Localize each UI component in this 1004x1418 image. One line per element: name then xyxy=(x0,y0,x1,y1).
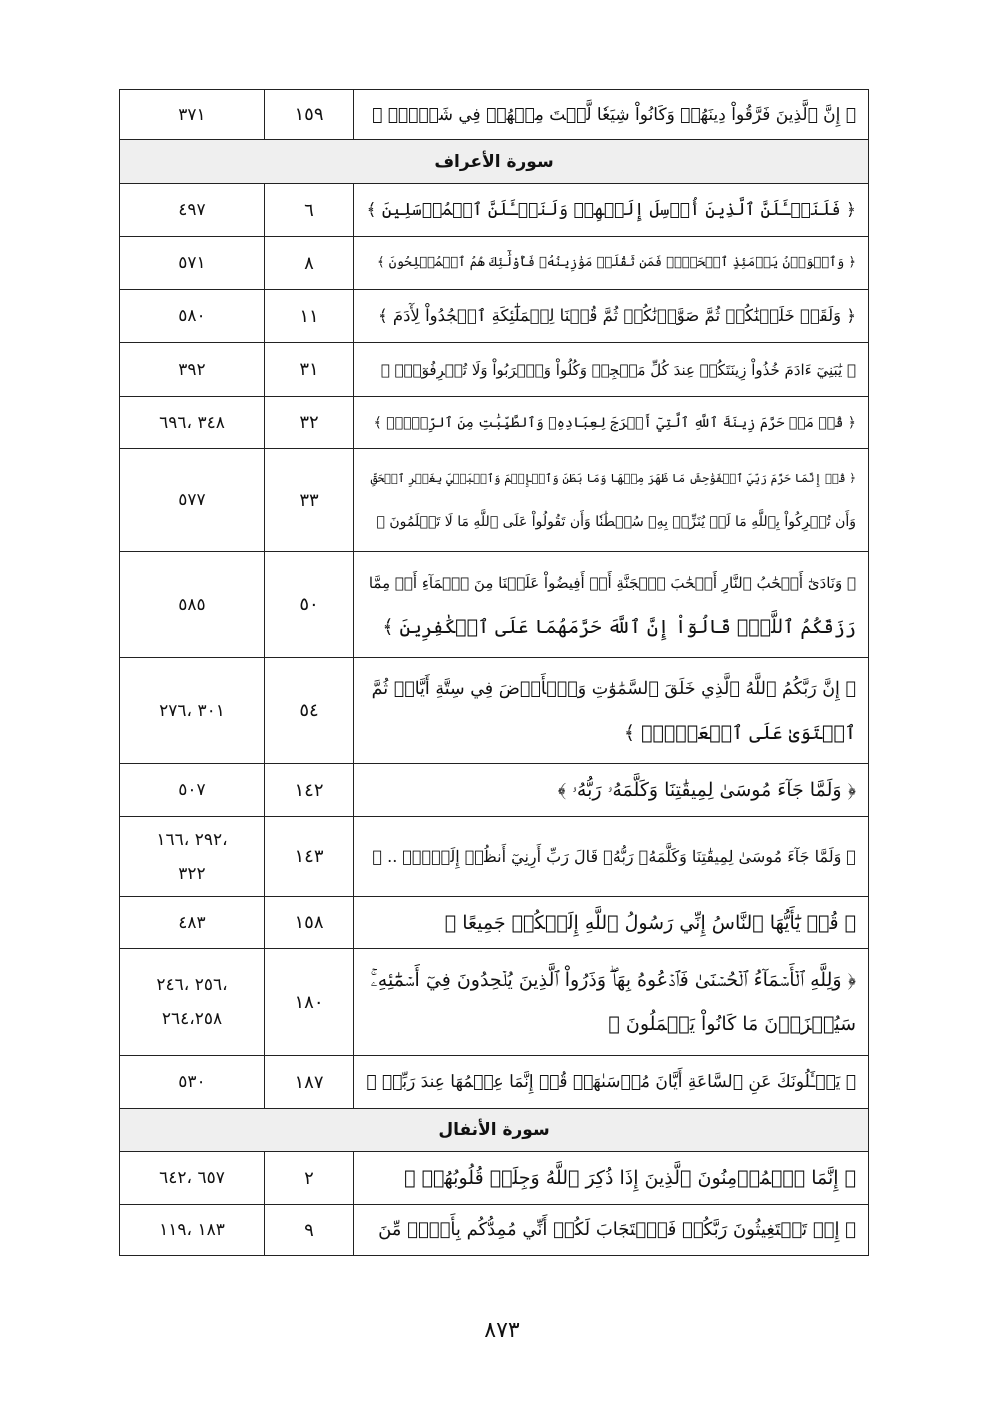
page-refs: ٤٨٣ xyxy=(178,912,206,933)
verse-text-cell xyxy=(354,897,869,949)
verse-text: ﴿ إِنَّمَا ٱلۡمُؤۡمِنُونَ ٱلَّذِينَ إِذَا ذُكِرَ ٱللَّهُ وَجِلَتۡ قُلُوبُهُمۡ ﴾ xyxy=(404,1167,856,1189)
verse-text-cell xyxy=(354,449,869,552)
verse-text-cell xyxy=(354,1152,869,1205)
page-refs: ٣٤٨ ،٦٩٦ xyxy=(159,412,225,433)
page-refs-continued: ٣٢٢ xyxy=(178,863,206,884)
page-refs-cell xyxy=(120,552,265,658)
verse-text: ﴿ وَنَادَىٰٓ أَصۡحَٰبُ ٱلنَّارِ أَصۡحَٰبَ ٱلۡجَنَّةِ أَنۡ أَفِيضُواْ عَلَيۡنَا مِنَ ٱلۡمَآءِ أَوۡ مِمَّا xyxy=(368,573,856,592)
page-refs: ٥٣٠ xyxy=(178,1072,206,1092)
table-row xyxy=(120,397,869,449)
verse-text: ﴿ قُلۡ إِنَّمَا حَرَّمَ رَبِّيَ ٱلۡفَوَٰحِشَ مَا ظَهَرَ مِنۡهَا وَمَا بَطَنَ وَٱلۡإِثۡمَ وَٱلۡبَغۡيَ بِغَيۡرِ ٱلۡحَقِّ xyxy=(370,471,856,485)
table-row xyxy=(120,90,869,140)
verse-text: ﴿ يَسۡـَٔلُونَكَ عَنِ ٱلسَّاعَةِ أَيَّانَ مُرۡسَىٰهَاۖ قُلۡ إِنَّمَا عِلۡمُهَا عِندَ رَبِّيۖ ﴾ xyxy=(366,1072,856,1092)
verse-text-cell xyxy=(354,658,869,764)
verse-text-cell xyxy=(354,1056,869,1109)
table-row xyxy=(120,343,869,397)
verse-text: ﴿ وَلَمَّا جَآءَ مُوسَىٰ لِمِيقَٰتِنَا وَكَلَّمَهُۥ رَبُّهُۥ ﴾ xyxy=(557,779,856,801)
verse-number: ٨ xyxy=(265,237,354,290)
table-row xyxy=(120,949,869,1056)
verse-number: ٣٢ xyxy=(265,397,354,449)
verse-text-continued: سَيُجۡزَوۡنَ مَا كَانُواْ يَعۡمَلُونَ ﴾ xyxy=(608,1013,856,1035)
page-refs: ٥٨٠ xyxy=(178,306,206,326)
table-row xyxy=(120,237,869,290)
page-refs-cell xyxy=(120,1205,265,1256)
page-refs-cell xyxy=(120,1152,265,1205)
page-refs: ٤٩٧ xyxy=(178,200,206,220)
verse-text: ﴿ وَلَمَّا جَآءَ مُوسَىٰ لِمِيقَٰتِنَا وَكَلَّمَهُۥ رَبُّهُۥ قَالَ رَبِّ أَرِنِيٓ أَنظُرۡ إِلَيۡكَۚ .. ﴾ xyxy=(372,846,856,866)
page-refs-cell xyxy=(120,897,265,949)
verse-number: ١٤٢ xyxy=(265,764,354,817)
verse-number: ١٤٣ xyxy=(265,817,354,897)
verse-text: ﴿ إِنَّ ٱلَّذِينَ فَرَّقُواْ دِينَهُمۡ وَكَانُواْ شِيَعٗا لَّسۡتَ مِنۡهُمۡ فِي شَيۡءٍۚ ﴾ xyxy=(372,104,856,125)
verse-number: ١٥٨ xyxy=(265,897,354,949)
verse-number: ٣٣ xyxy=(265,449,354,552)
table-row xyxy=(120,552,869,658)
table-row xyxy=(120,1205,869,1256)
table-row xyxy=(120,449,869,552)
page-refs-cell xyxy=(120,764,265,817)
page-refs-continued: ٢٦٤،٢٥٨ xyxy=(161,1009,223,1029)
table-row xyxy=(120,290,869,343)
page-refs-cell xyxy=(120,343,265,397)
verse-text: ﴿ إِنَّ رَبَّكُمُ ٱللَّهُ ٱلَّذِي خَلَقَ ٱلسَّمَٰوَٰتِ وَٱلۡأَرۡضَ فِي سِتَّةِ أَيَّامٖ ثُمَّ xyxy=(371,678,856,699)
verse-text-cell xyxy=(354,949,869,1056)
page-refs: ١٨٣ ،١١٩ xyxy=(159,1220,225,1240)
surah-title: سورة الأنفال xyxy=(120,1109,869,1152)
table-row xyxy=(120,1056,869,1109)
page-refs: ٥٧١ xyxy=(178,253,206,273)
verse-text-cell xyxy=(354,184,869,237)
verse-text-continued: وَأَن تُشۡرِكُواْ بِٱللَّهِ مَا لَمۡ يُنَزِّلۡ بِهِۦ سُلۡطَٰنٗا وَأَن تَقُولُواْ عَلَى ٱللَّهِ مَا لَا تَعۡلَمُونَ ﴾ xyxy=(376,514,856,530)
page-refs-cell xyxy=(120,817,265,897)
page-refs-cell xyxy=(120,237,265,290)
page-refs: ٣٩٢ xyxy=(178,359,206,380)
page-refs-cell xyxy=(120,949,265,1056)
surah-header-row xyxy=(120,140,869,184)
verse-text: ﴿ إِذۡ تَسۡتَغِيثُونَ رَبَّكُمۡ فَٱسۡتَجَابَ لَكُمۡ أَنِّي مُمِدُّكُم بِأَلۡفٖ مِّنَ xyxy=(378,1219,856,1240)
verse-number: ١١ xyxy=(265,290,354,343)
verse-text-cell xyxy=(354,552,869,658)
verse-number: ٣١ xyxy=(265,343,354,397)
table-row xyxy=(120,817,869,897)
page-refs-cell xyxy=(120,449,265,552)
page-refs: ٣٧١ xyxy=(178,104,206,125)
verse-number: ١٨٠ xyxy=(265,949,354,1056)
page-refs: ،٢٥٦ ،٢٤٦ xyxy=(156,975,228,995)
verse-text: ﴿ وَلِلَّهِ ٱلۡأَسۡمَآءُ ٱلۡحُسۡنَىٰ فَٱدۡعُوهُ بِهَاۖ وَذَرُواْ ٱلَّذِينَ يُلۡحِدُونَ فِيٓ أَسۡمَٰٓئِهِۦۚ xyxy=(370,969,856,991)
verse-text: ﴿ يَٰبَنِيٓ ءَادَمَ خُذُواْ زِينَتَكُمۡ عِندَ كُلِّ مَسۡجِدٖ وَكُلُواْ وَٱشۡرَبُواْ وَلَا تُسۡرِفُوٓاْۚ ﴾ xyxy=(380,360,856,379)
verse-index-table xyxy=(119,89,869,1256)
page-refs-cell xyxy=(120,1056,265,1109)
verse-text: ﴿ قُلۡ يَٰٓأَيُّهَا ٱلنَّاسُ إِنِّي رَسُولُ ٱللَّهِ إِلَيۡكُمۡ جَمِيعًا ﴾ xyxy=(444,911,856,934)
surah-header-row xyxy=(120,1109,869,1152)
page-refs-cell xyxy=(120,290,265,343)
verse-text: ﴿ فَلَنَسۡـَٔلَنَّ ٱلَّذِينَ أُرۡسِلَ إِلَيۡهِمۡ وَلَنَسۡـَٔلَنَّ ٱلۡمُرۡسَلِينَ ﴾ xyxy=(366,200,856,220)
page-refs: ٦٥٧ ،٦٤٢ xyxy=(159,1168,225,1188)
page-refs: ٥٧٧ xyxy=(178,490,206,510)
surah-title: سورة الأعراف xyxy=(120,140,869,184)
verse-text: ﴿ وَلَقَدۡ خَلَقۡنَٰكُمۡ ثُمَّ صَوَّرۡنَٰكُمۡ ثُمَّ قُلۡنَا لِلۡمَلَٰٓئِكَةِ ٱسۡجُدُواْ لِأٓدَمَ ﴾ xyxy=(377,306,856,325)
table-row xyxy=(120,184,869,237)
table-row xyxy=(120,1152,869,1205)
verse-index-body xyxy=(120,90,869,1256)
page-refs-cell xyxy=(120,184,265,237)
verse-number: ٦ xyxy=(265,184,354,237)
page-refs-cell xyxy=(120,397,265,449)
page-refs: ٥٨٥ xyxy=(178,594,206,615)
verse-text: ﴿ وَٱلۡوَزۡنُ يَوۡمَئِذٍ ٱلۡحَقُّۚ فَمَن ثَقُلَتۡ مَوَٰزِينُهُۥ فَأُوْلَٰٓئِكَ هُمُ ٱلۡمُفۡلِحُونَ ﴾ xyxy=(376,255,856,270)
page-refs-cell xyxy=(120,90,265,140)
page-refs-cell xyxy=(120,658,265,764)
verse-number: ١٨٧ xyxy=(265,1056,354,1109)
verse-text-continued: رَزَقَكُمُ ٱللَّهُۚ قَالُوٓاْ إِنَّ ٱللَّهَ حَرَّمَهُمَا عَلَى ٱلۡكَٰفِرِينَ ﴾ xyxy=(382,615,856,638)
verse-text-cell xyxy=(354,90,869,140)
verse-text-cell xyxy=(354,290,869,343)
table-row xyxy=(120,658,869,764)
verse-text-cell xyxy=(354,343,869,397)
verse-number: ١٥٩ xyxy=(265,90,354,140)
verse-text-continued: ٱسۡتَوَىٰ عَلَى ٱلۡعَرۡشِۖ ﴾ xyxy=(623,721,856,744)
verse-text-cell xyxy=(354,397,869,449)
page-number: ٨٧٣ xyxy=(484,1318,520,1343)
table-row xyxy=(120,897,869,949)
verse-text-cell xyxy=(354,1205,869,1256)
verse-text: ﴿ قُلۡ مَنۡ حَرَّمَ زِينَةَ ٱللَّهِ ٱلَّتِيٓ أَخۡرَجَ لِعِبَادِهِۦ وَٱلطَّيِّبَٰتِ مِنَ ٱلرِّزۡقِۚ ﴾ xyxy=(373,414,856,431)
page-refs: ٣٠١ ،٢٧٦ xyxy=(159,700,225,721)
verse-number: ٥٠ xyxy=(265,552,354,658)
verse-text-cell xyxy=(354,764,869,817)
page-refs: ،٢٩٢ ،١٦٦ xyxy=(156,829,228,850)
verse-number: ٥٤ xyxy=(265,658,354,764)
verse-number: ٢ xyxy=(265,1152,354,1205)
verse-text-cell xyxy=(354,817,869,897)
verse-number: ٩ xyxy=(265,1205,354,1256)
page-refs: ٥٠٧ xyxy=(178,780,206,800)
verse-text-cell xyxy=(354,237,869,290)
table-row xyxy=(120,764,869,817)
